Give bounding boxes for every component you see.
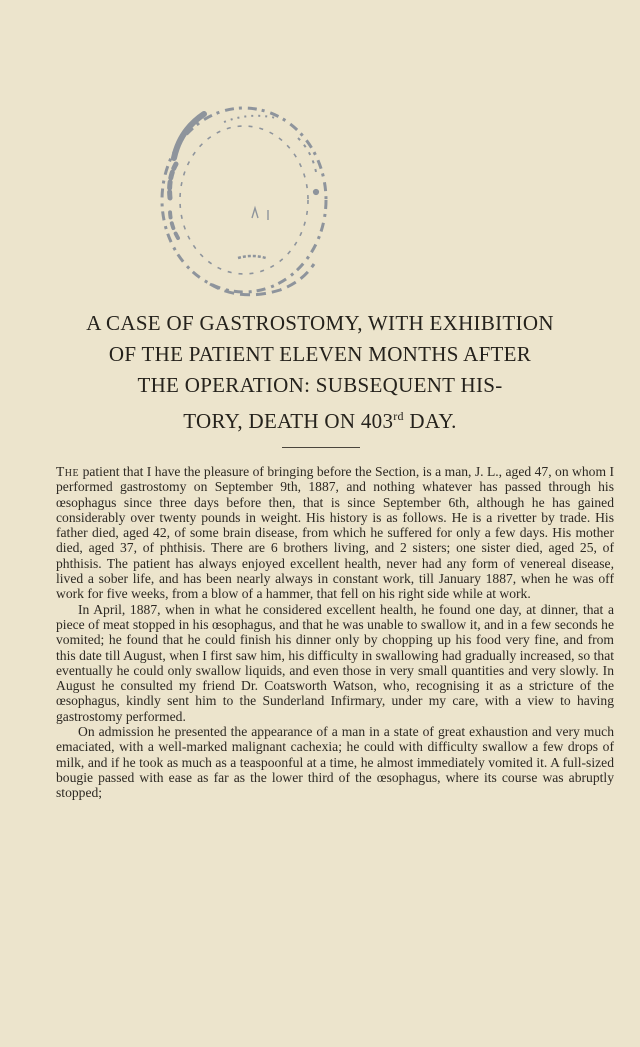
article-body bbox=[56, 464, 614, 801]
library-stamp-icon bbox=[148, 88, 338, 314]
title-line-text: TORY, DEATH ON 403 bbox=[183, 409, 394, 433]
paragraph: In April, 1887, when in what he considered excellent health, he found one day, at dinner, that a piece of meat stopped in his œsophagus, and that he was unable to swallow it, and in a few seconds he vomited; he found that he could finish his dinner only by chopping up his food very fine, and from this date till August, when I first saw him, his difficulty in swallowing had gradually increased, so that eventually he could only swallow liquids, and even those in very small quantities and very slowly. In August he consulted my friend Dr. Coatsworth Watson, who, recognising it as a stricture of the œsophagus, kindly sent him to the Sunderland Infirmary, under my care, with a view to having gastrostomy performed. bbox=[56, 601, 614, 724]
title-divider bbox=[282, 447, 360, 448]
paragraph-text: patient that I have the pleasure of bringing before the Section, is a man, J. L., aged 47, on whom I performed gastrostomy on September 9th, 1887, and nothing whatever has passed through his œsophagus since three days before then, that is since September 6th, although he has gained considerably over twenty pounds in weight. His history is as follows. He is a rivetter by trade. His father died, aged 42, of some brain disease, from which he suffered for only a few days. His mother died, aged 37, of phthisis. There are 6 brothers living, and 2 sisters; one sister died, aged 25, of phthisis. The patient has always enjoyed excellent health, never had any form of venereal disease, lived a sober life, and has been nearly always in constant work, till January 1887, when he was off work for five weeks, from a blow of a hammer, that fell on his right side while at work. bbox=[56, 464, 614, 602]
ordinal-suffix: rd bbox=[393, 409, 404, 423]
title-line bbox=[40, 401, 600, 437]
paragraph-lead-word: The bbox=[56, 464, 80, 479]
paragraph bbox=[56, 464, 614, 602]
title-line: OF THE PATIENT ELEVEN MONTHS AFTER bbox=[108, 342, 532, 366]
title-line: THE OPERATION: SUBSEQUENT HIS- bbox=[137, 373, 503, 397]
paragraph: On admission he presented the appearance of a man in a state of great exhaustion and very much emaciated, with a well-marked malignant cachexia; he could with difficulty swallow a few drops of milk, and if he took as much as a teaspoonful at a time, he almost immediately vomited it. A full-sized bougie passed with ease as far as the lower third of the œsophagus, where its course was abruptly stopped; bbox=[56, 724, 614, 801]
title-line: A CASE OF GASTROSTOMY, WITH EXHIBITION bbox=[86, 311, 554, 335]
title-line-text: DAY. bbox=[403, 409, 457, 433]
article-title bbox=[40, 308, 600, 437]
